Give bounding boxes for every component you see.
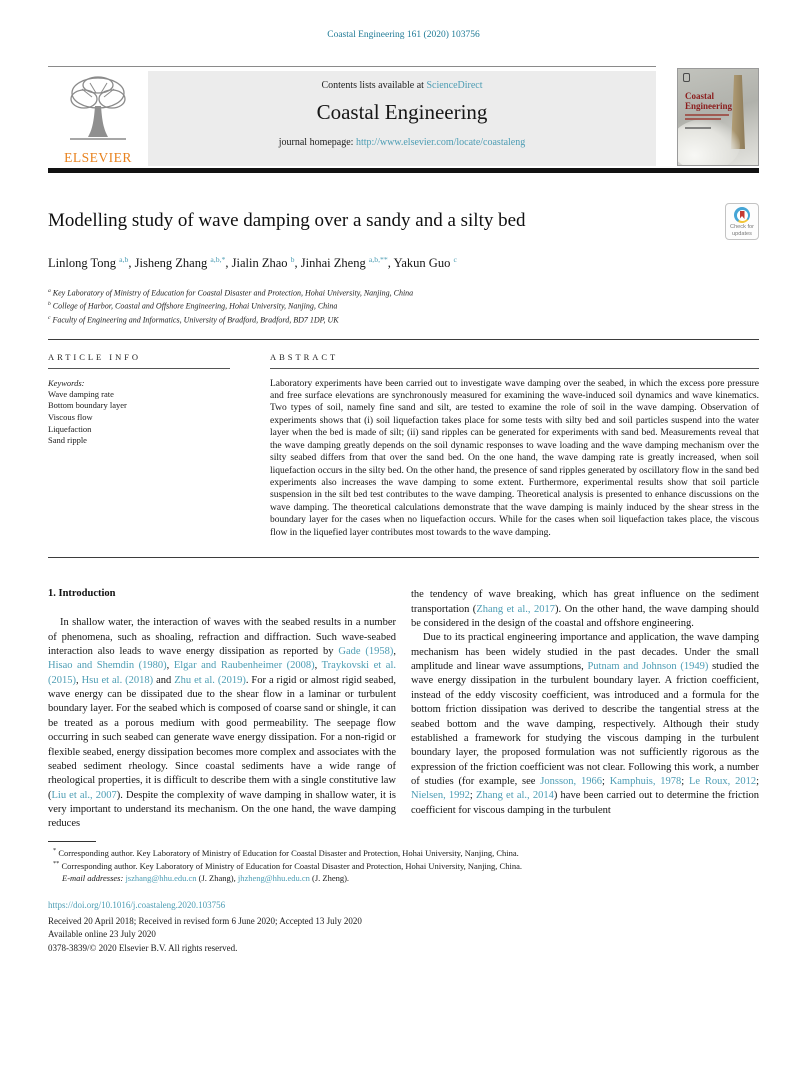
journal-header-left [48,66,656,166]
cover-byline [685,127,711,129]
contents-text: Contents lists available at [321,80,427,91]
affiliation-sup: c [48,314,51,321]
keyword: Viscous flow [48,411,93,422]
keyword: Liquefaction [48,423,92,434]
crossmark-icon [734,207,750,223]
journal-citation: Coastal Engineering 161 (2020) 103756 [327,30,480,40]
right-column [411,588,759,832]
article-title: Modelling study of wave damping over a sandy and a silty bed [48,210,526,231]
text-run: (J. Zhang), [196,873,238,884]
text-run: studied the wave energy dissipation in the turbulent boundary layer. A friction coefficient, instead of the eddy viscosity coefficient, was introduced and a formula for the bottom friction dissipation was derived to describe the tangential stress at the seabed bottom and the wave damping, respectively. Although their study established a framework for studying the viscous damping in the turbulent boundary layer, the proposed formulation was not sufficiently rigorous as the expression of the friction coefficient was not clear. Following this work, a number of studies (for example, see [411,661,759,788]
left-column [48,588,396,832]
cover-subtitle-lines [685,114,729,122]
article-info-heading: ARTICLE INFO [48,351,142,362]
text-run: ; [681,776,690,788]
text-run: and [153,674,175,686]
affiliation-sup: b [48,301,51,308]
email-link[interactable]: jszhang@hhu.edu.cn [125,873,197,884]
author-name: Linlong Tong [48,256,120,271]
citation-link[interactable]: Le Roux, 2012 [689,776,757,788]
text-run: ; [601,776,610,788]
cover-title-line1: Coastal [685,91,714,101]
journal-cover-thumbnail[interactable] [677,68,759,166]
footnote-email [48,872,759,885]
abstract-column [270,352,759,540]
citation-link[interactable]: Jonsson, 1966 [540,776,602,788]
author-affiliation-sup[interactable]: c [453,255,457,265]
abstract-underline [270,368,759,369]
check-label-line2: updates [732,230,752,237]
text-run: , [387,256,394,271]
info-abstract-section [48,352,759,540]
issn-copyright: 0378-3839/© 2020 Elsevier B.V. All rights reserved. [48,942,238,953]
footnote-marker: ** [53,859,60,867]
author-affiliation-sup[interactable]: a,b [119,255,129,265]
text-run: ) have been carried out to determine the friction coefficient for viscous damping in the turbulent [411,790,760,816]
footnotes [48,847,759,885]
abstract-text: Laboratory experiments have been carried out to investigate wave damping over the seabed, in which the excess pore pressure and free surface elevations are synchronously measured for examining the wave-induced soil dynamics and wave kinematics. Two types of soil, namely fine sand and silt, are tested to examine the role of soil in the wave damping. Observation of experiments shows that (i) soil liquefaction takes place for some tests with silty bed and soil particles suspend into the water layer when the bed is made of silt; (ii) sand ripples can be generated for experiments with sand bed. Measurements reveal that the wave damping greatly depends on the soil dynamic responses to wave loading and the wave damping mechanism over the silty seabed differs from that over the sand bed. On the one hand, the wave damping rate is greatly increased, when soil liquefaction occurs in the silty bed. On the other hand, the presence of sand ripples generated by oscillatory flow in the sand bed experiments also increases the wave damping to some extent. Furthermore, experimental results show that soil particle suspension in the silt bed test contributes to the wave damping. Theoretical analysis is presented to enhance discussions on the wave damping. The theoretical calculations demonstrate that the wave damping is mainly induced by the shear stress in the boundary layer for the cases when no liquefaction occurs. While for the cases when soil liquefaction takes place, the viscous flow in the liquefied layer contributes most towards to the wave damping. [270,378,759,538]
text-run: ). On the other hand, the wave damping should be considered in the design of the coastal and offshore engineering. [411,603,759,629]
introduction-section [48,588,759,832]
keyword: Sand ripple [48,435,87,446]
author-affiliation-sup[interactable]: a,b,* [210,255,226,265]
citation-link[interactable]: Hsu et al. (2018) [81,674,154,686]
citation-link[interactable]: Nielsen, 1992 [411,790,470,802]
affiliation [48,300,759,313]
affiliation-text: Key Laboratory of Ministry of Education for Coastal Disaster and Protection, Hohai University, Nanjing, China [52,289,414,299]
email-link[interactable]: jhzheng@hhu.edu.cn [237,873,310,884]
text-run: . For a rigid or almost rigid seabed, wave energy can be dissipated due to the shear flow in a laminar or turbulent boundary layer. For the seabed which is composed of coarse sand or shingle, it can be treated as a porous medium with good permeability. The seepage flow occurring in such seabed can generate wave energy dissipation. For a non-rigid or flexible seabed, energy dissipation becomes more complex and associates with the seabed sediment rheology. Since coastal sediments have a wide range of rheological properties, it is difficult to describe them with a single constitutive law ( [48,674,396,801]
check-for-updates-label [727,224,757,237]
contents-line [158,80,646,91]
affiliation-text: Faculty of Engineering and Informatics, University of Bradford, Bradford, BD7 1DP, UK [52,315,339,325]
abstract-bottom-divider [48,557,759,558]
section-heading: 1. Introduction [48,588,116,600]
email-label: E-mail addresses: [62,873,126,884]
received-dates: Received 20 April 2018; Received in revised form 6 June 2020; Accepted 13 July 2020 [48,915,362,926]
abstract-heading: ABSTRACT [270,351,339,362]
citation-link[interactable]: Zhang et al., 2014 [476,790,554,802]
intro-paragraph [411,588,759,631]
cover-publisher-mark [683,73,690,82]
affiliation [48,314,759,327]
text-run: the tendency of wave breaking, which has great influence on the sediment transportation ( [411,589,759,615]
article-info-underline [48,368,230,369]
text-run: , [393,645,396,657]
footnote-text: Corresponding author. Key Laboratory of Ministry of Education for Coastal Disaster and Protection, Hohai University, Nanjing, China. [58,847,519,858]
footnote-corresponding-2 [48,860,759,873]
author-name: Jisheng Zhang [134,256,211,271]
keyword: Bottom boundary layer [48,400,127,411]
author-name: Yakun Guo [393,256,454,271]
text-run: Due to its practical engineering importance and application, the wave damping mechanism has been widely studied in the past decades. Under the small amplitude and linear wave assumptions, [411,632,759,673]
text-run: , [128,256,135,271]
keywords-label: Keywords: [48,377,85,388]
text-run: , [294,256,301,271]
citation-link[interactable]: Traykovski et al. (2015) [48,660,396,686]
affiliation-text: College of Harbor, Coastal and Offshore Engineering, Hohai University, Nanjing, China [52,302,338,312]
title-block [48,203,759,240]
citation-link[interactable]: Kamphuis, 1978 [609,776,682,788]
citation-link[interactable]: Zhang et al., 2017 [476,603,555,615]
doi-link[interactable]: https://doi.org/10.1016/j.coastaleng.2020.103756 [48,900,226,911]
footnote-divider [48,841,96,842]
text-run: ; [469,790,477,802]
keyword: Wave damping rate [48,388,114,399]
available-online: Available online 23 July 2020 [48,929,156,940]
footnote-corresponding-1 [48,847,759,860]
journal-header [48,66,759,166]
text-run: , [225,256,232,271]
journal-banner [148,71,656,166]
author-name: Jinhai Zheng [300,256,369,271]
author-affiliation-sup[interactable]: a,b,** [368,255,388,265]
check-for-updates-badge[interactable] [725,203,759,240]
citation-link[interactable]: Zhu et al. (2019) [174,674,246,686]
section-divider [48,339,759,340]
check-label-line1: Check for [730,224,754,230]
intro-paragraph [48,616,396,832]
cover-title-line2: Engineering [685,101,733,112]
homepage-line [158,137,646,148]
text-run: , [166,660,174,672]
affiliation-sup: a [48,288,51,295]
text-run: ; [756,776,759,788]
header-divider-bar [48,168,759,173]
citation-link[interactable]: Hisao and Shemdin (1980) [48,660,167,672]
sciencedirect-link[interactable]: ScienceDirect [426,80,483,91]
homepage-text: journal homepage: [278,137,356,148]
footnote-marker: * [53,847,57,855]
journal-title: Coastal Engineering [316,100,488,124]
text-run: (J. Zheng). [309,873,350,884]
citation-link[interactable]: Liu et al., 2007 [51,789,117,801]
article-metadata [48,899,759,955]
elsevier-wordmark: ELSEVIER [64,150,132,165]
article-info-column [48,352,230,540]
homepage-link[interactable]: http://www.elsevier.com/locate/coastaleng [355,137,526,148]
intro-paragraph [411,631,759,818]
text-run: ). Despite the complexity of wave damping in shallow water, it is very important to understand its mechanism. On the one hand, the wave damping reduces [48,789,396,830]
text-run: , [314,660,322,672]
citation-link[interactable]: Elgar and Raubenheimer (2008) [173,660,315,672]
citation-link[interactable]: Putnam and Johnson (1949) [587,661,709,673]
citation-link[interactable]: Gade (1958) [338,645,394,657]
author-affiliation-sup[interactable]: b [290,255,295,265]
elsevier-logo[interactable] [48,71,148,166]
elsevier-tree-icon [62,73,134,147]
author-name: Jialin Zhao [231,256,291,271]
affiliations [48,287,759,326]
footnote-text: Corresponding author. Key Laboratory of Ministry of Education for Coastal Disaster and Protection, Hohai University, Nanjing, China. [61,860,522,871]
affiliation [48,287,759,300]
text-run: , [76,674,82,686]
text-run: In shallow water, the interaction of waves with the seabed results in a number of phenomena, such as shoaling, refraction and diffraction. Such wave-seabed interaction also leads to wave energy dissipation as reported by [48,617,396,657]
cover-title [685,91,732,111]
author-list [48,256,759,271]
